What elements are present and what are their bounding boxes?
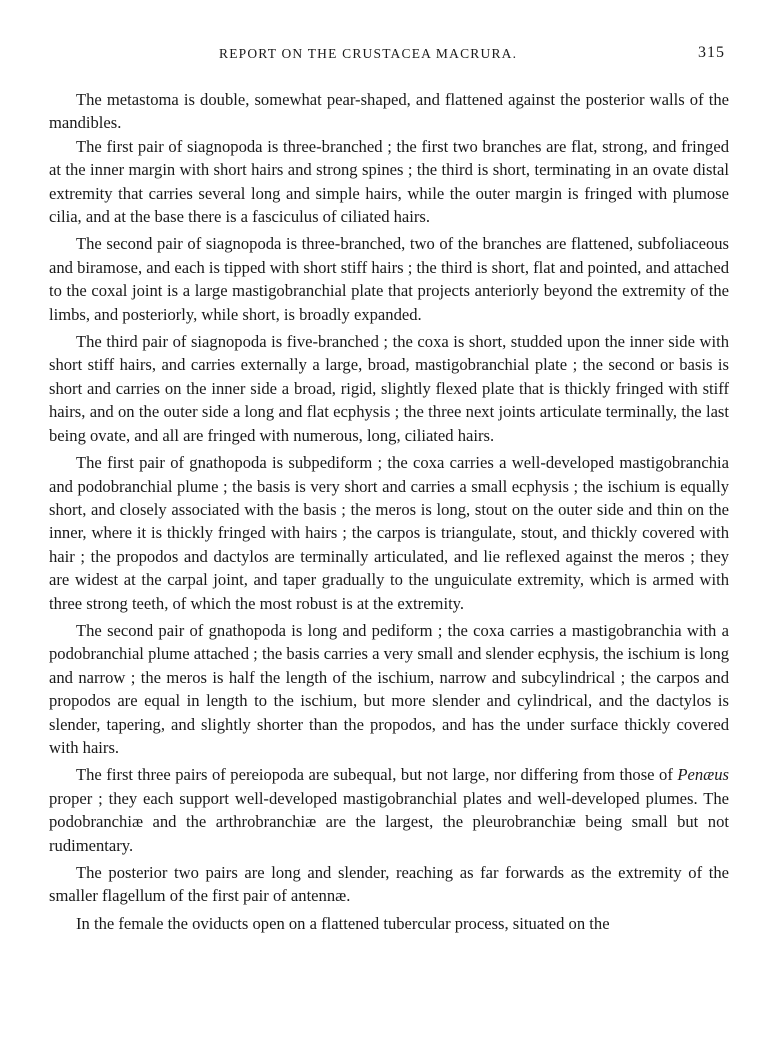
paragraph-pereiopoda [49, 763, 729, 857]
paragraph-female-oviducts: In the female the oviducts open on a flattened tubercular process, situated on the [76, 913, 610, 933]
running-header [49, 38, 729, 64]
paragraph-first-siagnopoda: The first pair of siagnopoda is three-branched ; the first two branches are flat, strong, and fringed at the inner margin with short hairs and strong spines ; the third is short, terminating in an ovate distal extremity that carries several long and simple hairs, while the outer margin is fringed with plumose cilia, and at the base there is a fasciculus of ciliated hairs. [49, 136, 729, 227]
pereiopoda-text-before: The first three pairs of pereiopoda are subequal, but not large, nor differing from those of [76, 765, 678, 785]
paragraph-posterior-pairs: The posterior two pairs are long and slender, reaching as far forwards as the extremity of the smaller flagellum of the first pair of antennæ. [49, 863, 729, 906]
pereiopoda-text-after: proper ; they each support well-developed mastigobranchial plates and well-developed plumes. The podobranchiæ and the arthrobranchiæ are the largest, the pleurobranchiæ being small but not rudimentary. [49, 788, 729, 855]
paragraph-second-gnathopoda: The second pair of gnathopoda is long and pediform ; the coxa carries a mastigobranchia with a podobranchial plume attached ; the basis carries a very small and slender ecphysis, the ischium is long and narrow ; the meros is half the length of the ischium, narrow and subcylindrical ; the carpos and propodos are equal in length to the ischium, but more slender and cylindrical, and the dactylos is slender, tapering, and slightly shorter than the propodos, and has the under surface thickly covered with hairs. [49, 620, 729, 757]
body-text [49, 88, 729, 935]
paragraph-third-siagnopoda: The third pair of siagnopoda is five-branched ; the coxa is short, studded upon the inner side with short stiff hairs, and carries externally a large, broad, mastigobranchial plate ; the second or basis is short and carries on the inner side a broad, rigid, slightly flexed plate that is thickly fringed with stiff hairs, and on the outer side a long and flat ecphysis ; the three next joints articulate terminally, the last being ovate, and all are fringed with numerous, long, ciliated hairs. [49, 332, 729, 445]
paragraph-metastoma: The metastoma is double, somewhat pear-shaped, and flattened against the posterior walls of the mandibles. [49, 90, 729, 133]
page-number: 315 [698, 44, 725, 61]
paragraph-first-gnathopoda: The first pair of gnathopoda is subpediform ; the coxa carries a well-developed mastigobranchia and podobranchial plume ; the basis is very short and carries a small ecphysis ; the ischium is equally short, and closely associated with the basis ; the meros is long, stout on the outer side and thin on the inner, where it is thickly fringed with hairs ; the carpos is triangulate, stout, and thickly covered with hair ; the propodos and dactylos are terminally articulated, and lie reflexed against the meros ; they are widest at the carpal joint, and taper gradually to the unguiculate extremity, which is armed with three strong teeth, of which the most robust is at the extremity. [49, 453, 729, 613]
genus-name-penaeus: Penæus [677, 765, 729, 785]
document-page [49, 38, 729, 935]
running-title: REPORT ON THE CRUSTACEA MACRURA. [219, 46, 518, 61]
paragraph-second-siagnopoda: The second pair of siagnopoda is three-branched, two of the branches are flattened, subfoliaceous and biramose, and each is tipped with short stiff hairs ; the third is short, flat and pointed, and attached to the coxal joint is a large mastigobranchial plate that projects anteriorly beyond the extremity of the limbs, and posteriorly, while short, is broadly expanded. [49, 234, 729, 324]
